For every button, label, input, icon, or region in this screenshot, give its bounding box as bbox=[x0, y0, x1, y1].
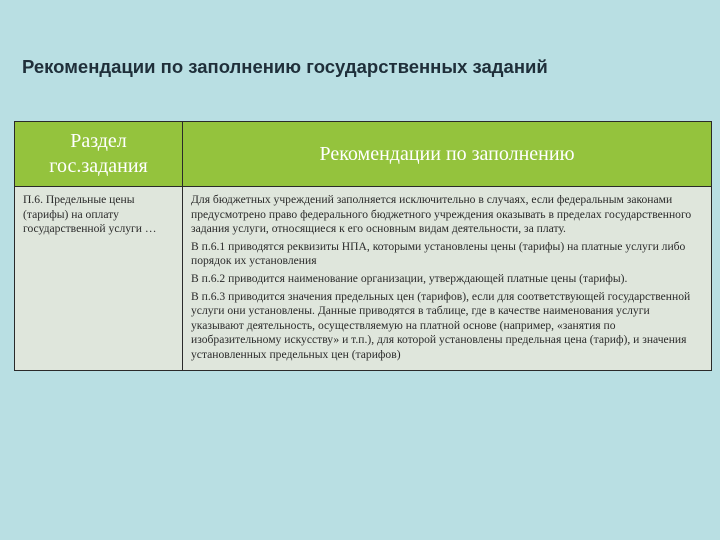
header-recommendations: Рекомендации по заполнению bbox=[183, 122, 712, 187]
header-section: Раздел гос.задания bbox=[15, 122, 183, 187]
recommendations-cell bbox=[183, 187, 712, 371]
section-cell: П.6. Предельные цены (тарифы) на оплату государственной услуги … bbox=[15, 187, 183, 371]
paragraph-6-1: В п.6.1 приводятся реквизиты НПА, которыми установлены цены (тарифы) на платные услуги либо порядок их установления bbox=[191, 239, 686, 268]
paragraph-6-2: В п.6.2 приводится наименование организации, утверждающей платные цены (тарифы). bbox=[191, 271, 628, 285]
slide-title: Рекомендации по заполнению государственных заданий bbox=[22, 56, 548, 77]
table-row bbox=[15, 187, 712, 371]
paragraph-budget: Для бюджетных учреждений заполняется исключительно в случаях, если федеральным законами предусмотрено право федерального бюджетного учреждения оказывать в пределах государственного задания услуги, относящиеся к его основным видам деятельности, за плату. bbox=[191, 193, 692, 236]
recommendations-table bbox=[14, 121, 712, 371]
paragraph-6-3: В п.6.3 приводится значения предельных цен (тарифов), если для соответствующей государственной услуги они установлены. Данные приводятся в таблице, где в качестве наименования услуги указывают деятельность, осуществляемую на платной основе (например, «занятия по изобразительному искусству» и т.п.), для которой установлены предельная цена (тариф), и значения установленных предельных цен (тарифов) bbox=[191, 289, 691, 361]
table-header-row bbox=[15, 122, 712, 187]
